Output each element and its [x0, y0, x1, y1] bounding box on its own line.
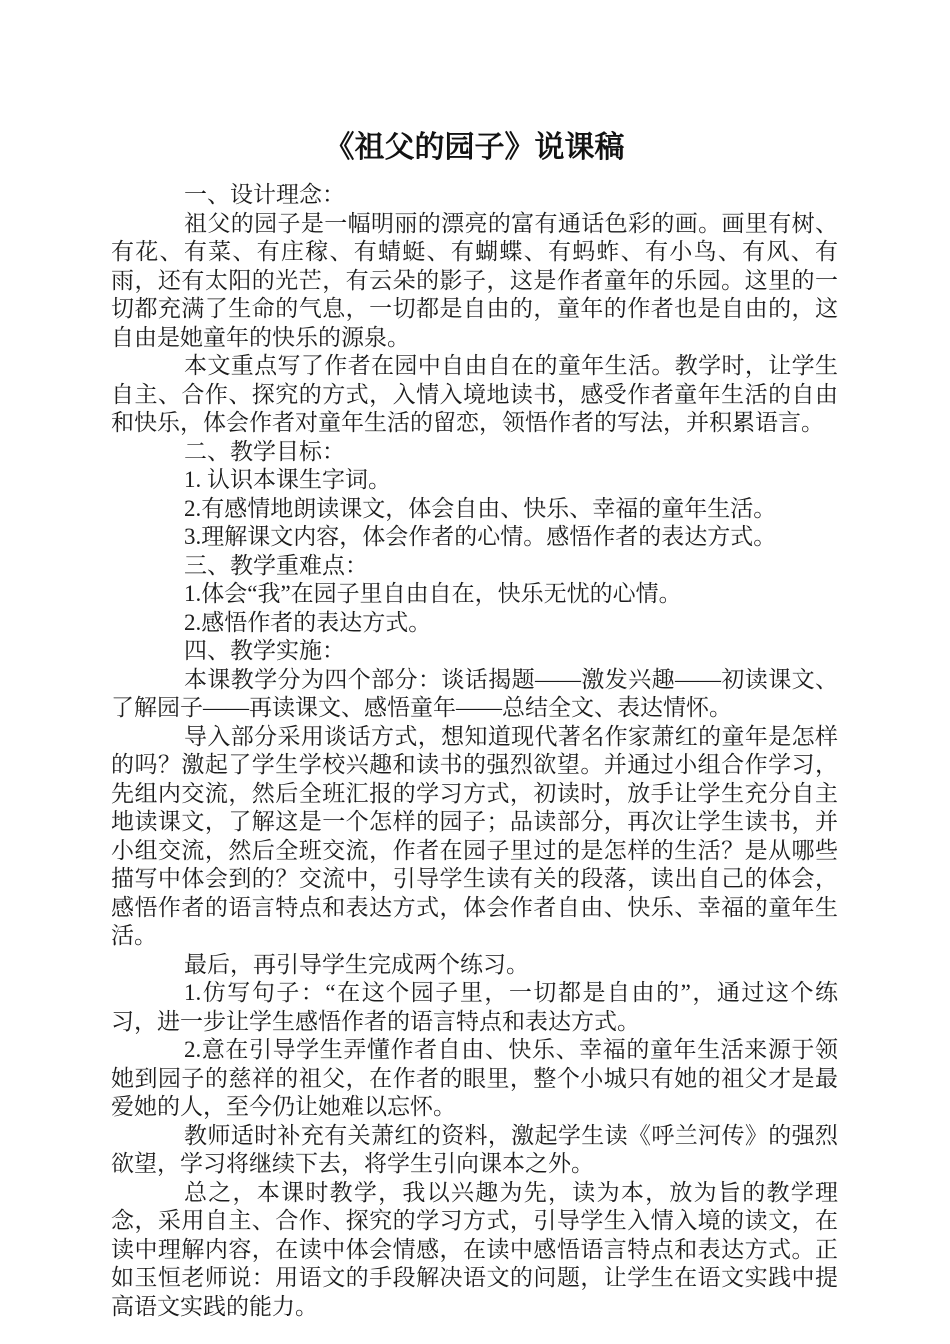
paragraph-list-item: 3.理解课文内容，体会作者的心情。感悟作者的表达方式。 — [184, 524, 777, 549]
paragraph-list-item: 1. 认识本课生字词。 — [184, 467, 391, 492]
paragraph-body: 本文重点写了作者在园中自由自在的童年生活。教学时，让学生自主、合作、探究的方式，入情入境地读书，感受作者童年生活的自由和快乐，体会作者对童年生活的留恋，领悟作者的写法，并积累语言。 — [111, 353, 838, 435]
paragraph-body: 祖父的园子是一幅明丽的漂亮的富有通话色彩的画。画里有树、有花、有菜、有庄稼、有蜻蜓、有蝴蝶、有蚂蚱、有小鸟、有风、有雨，还有太阳的光芒，有云朵的影子，这是作者童年的乐园。这里的一切都充满了生命的气息，一切都是自由的，童年的作者也是自由的，这自由是她童年的快乐的源泉。 — [111, 210, 838, 350]
paragraph-list-item: 2.意在引导学生弄懂作者自由、快乐、幸福的童年生活来源于领她到园子的慈祥的祖父，在作者的眼里，整个小城只有她的祖父才是最爱她的人，至今仍让她难以忘怀。 — [111, 1037, 838, 1119]
paragraph-body: 导入部分采用谈话方式，想知道现代著名作家萧红的童年是怎样的吗？激起了学生学校兴趣和读书的强烈欲望。并通过小组合作学习，先组内交流，然后全班汇报的学习方式，初读时，放手让学生充分自主地读课文，了解这是一个怎样的园子；品读部分，再次让学生读书，并小组交流，然后全班交流，作者在园子里过的是怎样的生活？是从哪些描写中体会到的？交流中，引导学生读有关的段落，读出自己的体会，感悟作者的语言特点和表达方式，体会作者自由、快乐、幸福的童年生活。 — [111, 723, 838, 948]
paragraph-heading-implementation: 四、教学实施： — [184, 638, 345, 663]
paragraph-body: 最后，再引导学生完成两个练习。 — [184, 951, 529, 977]
document-title: 《祖父的园子》说课稿 — [324, 131, 625, 164]
paragraph-body: 教师适时补充有关萧红的资料，激起学生读《呼兰河传》的强烈欲望，学习将继续下去，将学生引向课本之外。 — [111, 1122, 838, 1176]
paragraph-heading-teaching-goals: 二、教学目标： — [184, 438, 345, 464]
paragraph-list-item: 1.体会“我”在园子里自由自在，快乐无忧的心情。 — [184, 581, 682, 606]
paragraph-list-item: 1.仿写句子：“在这个园子里，一切都是自由的”，通过这个练习，进一步让学生感悟作者的语言特点和表达方式。 — [111, 980, 838, 1034]
paragraph-summary: 总之，本课时教学，我以兴趣为先，读为本，放为旨的教学理念，采用自主、合作、探究的学习方式，引导学生入情入境的读文，在读中理解内容，在读中体会情感，在读中感悟语言特点和表达方式。正如玉恒老师说：用语文的手段解决语文的问题，让学生在语文实践中提高语文实践的能力。 — [111, 1179, 838, 1319]
paragraph-heading-design-concept: 一、设计理念： — [184, 182, 345, 207]
paragraph-heading-key-points: 三、教学重难点： — [184, 552, 368, 578]
paragraph-list-item: 2.感悟作者的表达方式。 — [184, 609, 432, 635]
paragraph-body: 本课教学分为四个部分：谈话揭题——激发兴趣——初读课文、了解园子——再读课文、感悟童年——总结全文、表达情怀。 — [111, 666, 838, 720]
paragraph-list-item: 2.有感情地朗读课文，体会自由、快乐、幸福的童年生活。 — [184, 495, 777, 521]
